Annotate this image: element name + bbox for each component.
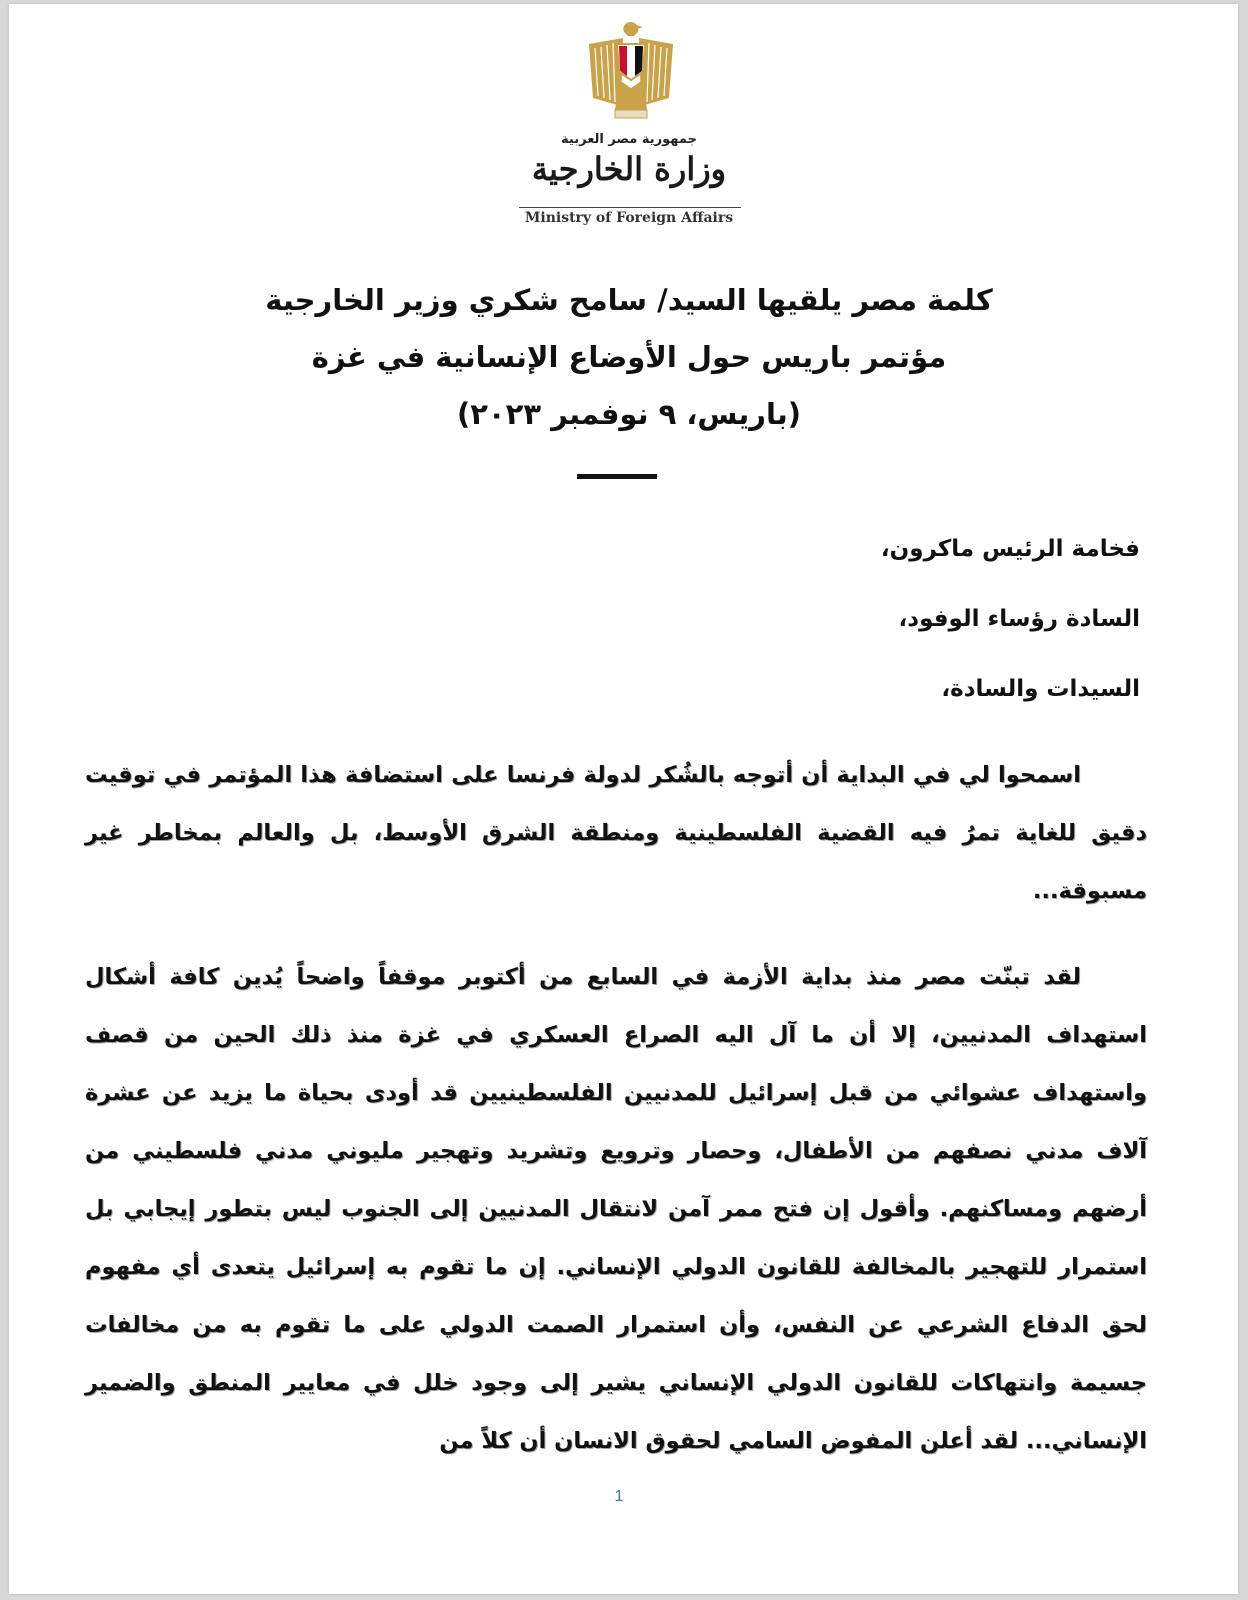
salutation-president: فخامة الرئيس ماكرون، (880, 536, 1140, 562)
title-line-conference: مؤتمر باريس حول الأوضاع الإنسانية في غزة (311, 340, 947, 374)
salutations (881, 526, 1140, 736)
page-number: 1 (614, 1488, 624, 1505)
salutation-ladies-gentlemen: السيدات والسادة، (941, 676, 1140, 702)
body-paragraph: لقد تبنّت مصر منذ بداية الأزمة في السابع من أكتوبر موقفاً واضحاً يُدين كافة أشكال استهداف المدنيين، إلا أن ما آل اليه الصراع العسكري في غزة منذ ذلك الحين من قصف واستهداف عشوائي من قبل إسرائيل للمدنيين الفلسطينيين قد أودى بحياة ما يزيد عن عشرة آلاف مدني نصفهم من الأطفال، وحصار وترويع وتشريد وتهجير مليوني مدني فلسطيني من أرضهم ومساكنهم. وأقول إن فتح ممر آمن لانتقال المدنيين إلى الجنوب ليس بتطور إيجابي بل استمرار للتهجير بالمخالفة للقانون الدولي الإنساني. إن ما تقوم به إسرائيل يتعدى أي مفهوم لحق الدفاع الشرعي عن النفس، وأن استمرار الصمت الدولي على ما تقوم به من مخالفات جسيمة وانتهاكات للقانون الدولي الإنساني يشير إلى وجود خلل في معايير المنطق والضمير الإنساني... لقد أعلن المفوض السامي لحقوق الانسان أن كلاً من (85, 964, 1147, 1454)
body-paragraph: اسمحوا لي في البداية أن أتوجه بالشُكر لدولة فرنسا على استضافة هذا المؤتمر في توقيت دقيق للغاية تمرُ فيه القضية الفلسطينية ومنطقة الشرق الأوسط، بل والعالم بمخاطر غير مسبوقة... (85, 762, 1147, 904)
speech-body (85, 746, 1147, 1498)
title-divider (577, 474, 657, 479)
document-page (9, 4, 1238, 1594)
country-name-arabic: جمهورية مصر العربية (561, 132, 697, 147)
ministry-name-english: Ministry of Foreign Affairs (524, 210, 734, 226)
logo-divider (519, 207, 741, 208)
ministry-name-arabic: وزارة الخارجية (531, 150, 727, 188)
title-line-speaker: كلمة مصر يلقيها السيد/ سامح شكري وزير الخارجية (265, 283, 993, 317)
egypt-eagle-emblem-icon (581, 18, 681, 128)
salutation-delegations: السادة رؤساء الوفود، (898, 606, 1140, 632)
title-line-date: (باريس، ٩ نوفمبر ٢٠٢٣) (456, 397, 802, 431)
speech-title (209, 272, 1049, 443)
